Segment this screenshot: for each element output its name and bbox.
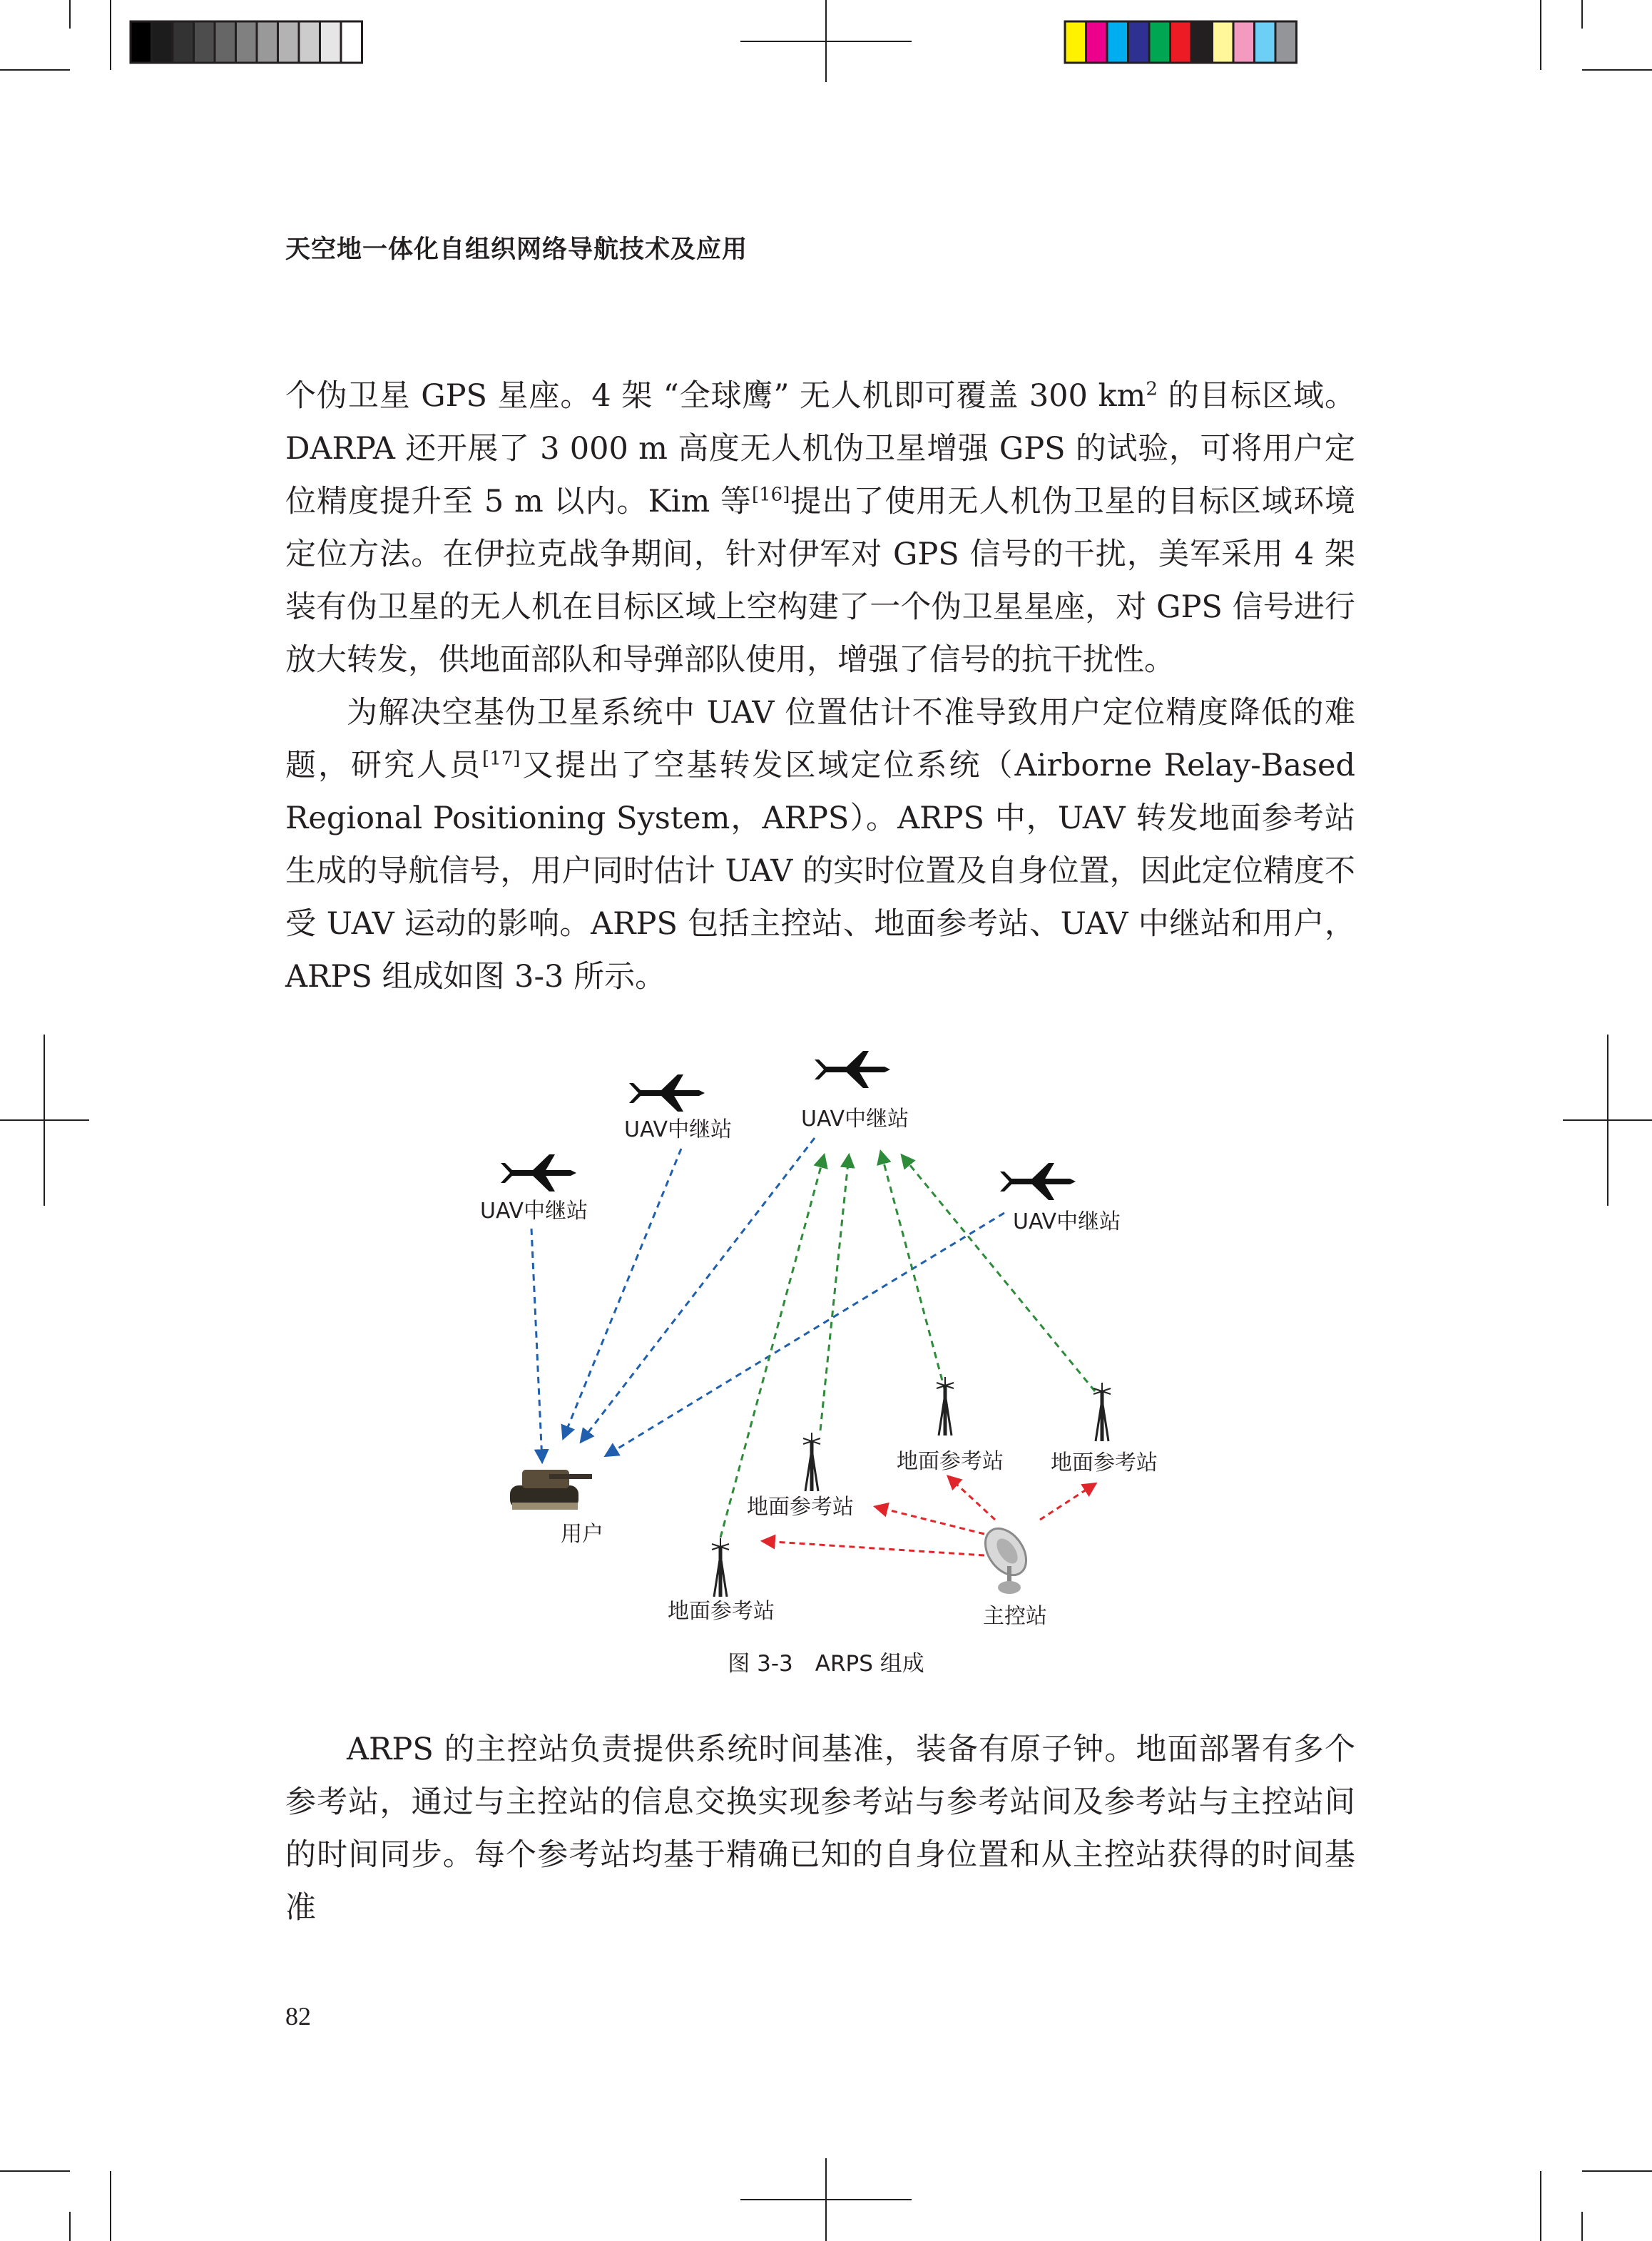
reference-label: 地面参考站 bbox=[897, 1449, 1004, 1474]
calibration-swatch bbox=[152, 21, 173, 63]
calibration-swatch bbox=[320, 21, 342, 63]
paragraph-1: 个伪卫星 GPS 星座。4 架 “全球鹰” 无人机即可覆盖 300 $km^2$ 的目标区域。DARPA 还开展了 3 000 m 高度无人机伪卫星增强 GPS 的试验，可将用户定位精度提升至 5 m 以内。Kim 等[16]提出了使用无人机伪卫星的目标区域环境定位方法。在伊拉克战争期间，针对伊军对 GPS 信号的干扰，美军采用 4 架装有伪卫星的无人机在目标区域上空构建了一个伪卫星星座，对 GPS 信号进行放大转发，供地面部队和导弹部队使用，增强了信号的抗干扰性。 bbox=[285, 378, 1355, 678]
downlink-arrow bbox=[564, 1149, 681, 1438]
uav-label: UAV中继站 bbox=[480, 1199, 588, 1224]
calibration-swatch bbox=[1107, 21, 1128, 63]
citation-16: [16] bbox=[751, 484, 790, 506]
paragraph-2: 为解决空基伪卫星系统中 UAV 位置估计不准导致用户定位精度降低的难题，研究人员[17]又提出了空基转发区域定位系统（Airborne Relay-Based Regional Positioning System，ARPS）。ARPS 中，UAV 转发地面参考站生成的导航信号，用户同时估计 UAV 的实时位置及自身位置，因此定位精度不受 UAV 运动的影响。ARPS 包括主控站、地面参考站、UAV 中继站和用户，ARPS 组成如图 3-3 所示。 bbox=[285, 695, 1355, 995]
calibration-swatch bbox=[215, 21, 236, 63]
paragraph-3: ARPS 的主控站负责提供系统时间基准，装备有原子钟。地面部署有多个参考站，通过与主控站的信息交换实现参考站与参考站间及参考站与主控站间的时间同步。每个参考站均基于精确已知的自身位置和从主控站获得的时间基准 bbox=[285, 1732, 1355, 1926]
uplink-arrow bbox=[820, 1156, 849, 1431]
calibration-swatch bbox=[1065, 21, 1086, 63]
user-tank-icon bbox=[510, 1470, 592, 1510]
calibration-swatch bbox=[1171, 21, 1192, 63]
downlink-arrow bbox=[531, 1229, 542, 1461]
calibration-swatch bbox=[299, 21, 320, 63]
gray-calibration-strip bbox=[131, 21, 362, 63]
uav-relay-icon bbox=[1000, 1163, 1076, 1200]
downlink-arrow bbox=[581, 1138, 815, 1441]
reference-tower-icon bbox=[1093, 1383, 1111, 1441]
calibration-swatch bbox=[131, 21, 152, 63]
sync-arrow bbox=[949, 1477, 995, 1520]
uplink-arrow bbox=[881, 1152, 945, 1391]
page-number: 82 bbox=[285, 2002, 311, 2031]
calibration-swatch bbox=[1128, 21, 1150, 63]
reference-tower-icon bbox=[803, 1433, 820, 1491]
running-header: 天空地一体化自组织网络导航技术及应用 bbox=[285, 235, 748, 264]
calibration-swatch bbox=[1086, 21, 1108, 63]
calibration-swatch bbox=[1191, 21, 1213, 63]
user-label: 用户 bbox=[561, 1522, 603, 1547]
reference-tower-icon bbox=[712, 1538, 729, 1597]
reference-label: 地面参考站 bbox=[747, 1495, 854, 1520]
sync-arrow bbox=[1040, 1484, 1095, 1520]
master-label: 主控站 bbox=[983, 1604, 1047, 1629]
uplink-arrow bbox=[902, 1156, 1095, 1391]
calibration-swatch bbox=[1275, 21, 1297, 63]
citation-17: [17] bbox=[482, 748, 521, 770]
reference-label: 地面参考站 bbox=[1051, 1450, 1158, 1475]
calibration-swatch bbox=[257, 21, 278, 63]
calibration-swatch bbox=[1213, 21, 1234, 63]
sync-arrow bbox=[763, 1541, 984, 1555]
calibration-swatch bbox=[173, 21, 194, 63]
uav-label: UAV中继站 bbox=[801, 1107, 909, 1132]
sync-arrow bbox=[876, 1507, 984, 1534]
calibration-swatch bbox=[236, 21, 258, 63]
calibration-swatch bbox=[1233, 21, 1255, 63]
calibration-swatch bbox=[1149, 21, 1171, 63]
uav-relay-icon bbox=[501, 1154, 576, 1191]
arps-diagram bbox=[428, 1042, 1227, 1641]
reference-label: 地面参考站 bbox=[668, 1599, 775, 1624]
uav-label: UAV中继站 bbox=[1013, 1209, 1121, 1234]
color-calibration-strip bbox=[1065, 21, 1297, 63]
uplink-arrow bbox=[720, 1156, 824, 1538]
uav-relay-icon bbox=[815, 1051, 890, 1088]
calibration-swatch bbox=[278, 21, 300, 63]
calibration-swatch bbox=[194, 21, 215, 63]
master-dish-icon bbox=[977, 1521, 1035, 1594]
uav-label: UAV中继站 bbox=[624, 1117, 733, 1142]
figure-caption: 图 3-3 ARPS 组成 bbox=[728, 1651, 924, 1677]
calibration-swatch bbox=[1255, 21, 1276, 63]
calibration-swatch bbox=[341, 21, 362, 63]
reference-tower-icon bbox=[937, 1377, 954, 1435]
uav-relay-icon bbox=[629, 1074, 705, 1112]
